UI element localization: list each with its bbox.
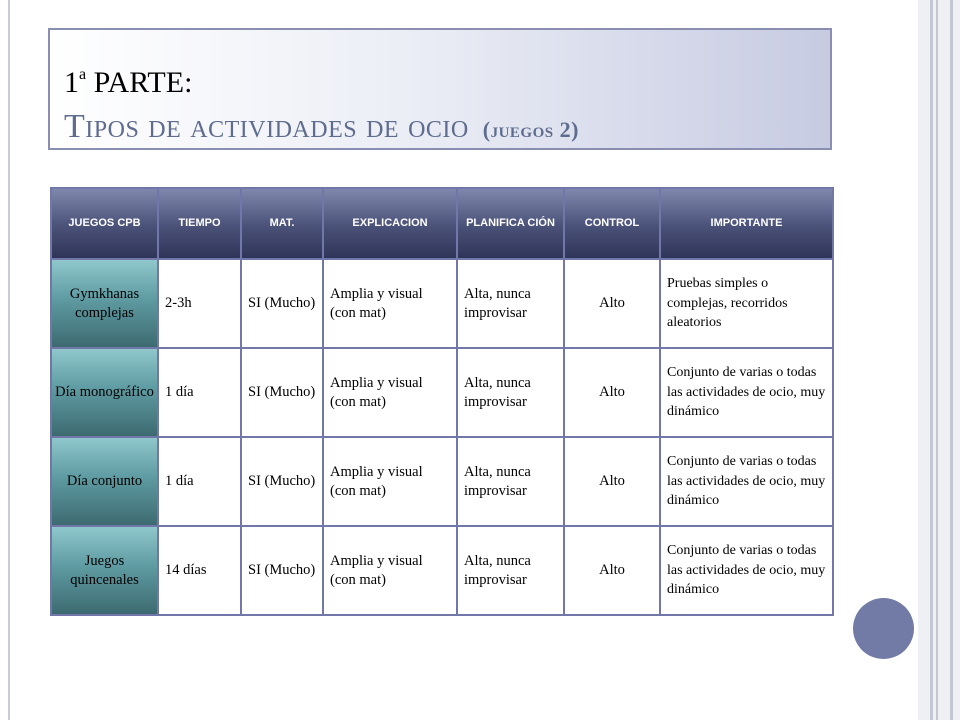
table-row (51, 437, 833, 526)
cell-explicacion: Amplia y visual (con mat) (323, 437, 457, 526)
activities-table (50, 187, 834, 616)
column-header-tiempo: TIEMPO (158, 188, 241, 259)
decor-stripe (936, 0, 938, 720)
title-part-label: PARTE: (86, 66, 193, 99)
cell-juego: Juegos quincenales (51, 526, 158, 615)
decor-stripe (930, 0, 933, 720)
table-header-row (51, 188, 833, 259)
cell-juego: Día monográfico (51, 348, 158, 437)
cell-control: Alto (564, 526, 660, 615)
cell-explicacion: Amplia y visual (con mat) (323, 348, 457, 437)
cell-control: Alto (564, 259, 660, 348)
title-part-number: 1 (64, 66, 79, 99)
cell-mat: SI (Mucho) (241, 526, 323, 615)
cell-tiempo: 14 días (158, 526, 241, 615)
cell-importante: Conjunto de varias o todas las actividades de ocio, muy dinámico (660, 437, 833, 526)
cell-importante: Conjunto de varias o todas las actividades de ocio, muy dinámico (660, 526, 833, 615)
cell-importante: Pruebas simples o complejas, recorridos aleatorios (660, 259, 833, 348)
slide-title-box (48, 28, 832, 150)
decorative-circle (853, 598, 914, 659)
cell-planificacion: Alta, nunca improvisar (457, 526, 564, 615)
title-subtext: (juegos 2) (482, 117, 579, 142)
column-header-importante: IMPORTANTE (660, 188, 833, 259)
cell-tiempo: 1 día (158, 348, 241, 437)
right-decor-band (918, 0, 960, 720)
title-line-1 (64, 66, 192, 100)
table-row (51, 348, 833, 437)
cell-mat: SI (Mucho) (241, 437, 323, 526)
cell-explicacion: Amplia y visual (con mat) (323, 526, 457, 615)
cell-planificacion: Alta, nunca improvisar (457, 348, 564, 437)
cell-tiempo: 1 día (158, 437, 241, 526)
title-main-text: Tipos de actividades de ocio (64, 108, 469, 145)
table-row (51, 526, 833, 615)
cell-control: Alto (564, 437, 660, 526)
column-header-explicacion: EXPLICACION (323, 188, 457, 259)
column-header-control: CONTROL (564, 188, 660, 259)
cell-planificacion: Alta, nunca improvisar (457, 437, 564, 526)
activities-table-wrapper (50, 187, 834, 616)
decor-stripe (950, 0, 953, 720)
cell-mat: SI (Mucho) (241, 348, 323, 437)
column-header-planificacion: PLANIFICA CIÓN (457, 188, 564, 259)
cell-importante: Conjunto de varias o todas las actividades de ocio, muy dinámico (660, 348, 833, 437)
cell-planificacion: Alta, nunca improvisar (457, 259, 564, 348)
cell-mat: SI (Mucho) (241, 259, 323, 348)
cell-juego: Día conjunto (51, 437, 158, 526)
table-row (51, 259, 833, 348)
column-header-mat: MAT. (241, 188, 323, 259)
column-header-juegos: JUEGOS CPB (51, 188, 158, 259)
cell-control: Alto (564, 348, 660, 437)
title-line-2 (64, 108, 579, 146)
cell-explicacion: Amplia y visual (con mat) (323, 259, 457, 348)
cell-juego: Gymkhanas complejas (51, 259, 158, 348)
title-superscript: a (79, 66, 87, 83)
cell-tiempo: 2-3h (158, 259, 241, 348)
left-edge-rule (8, 0, 10, 720)
